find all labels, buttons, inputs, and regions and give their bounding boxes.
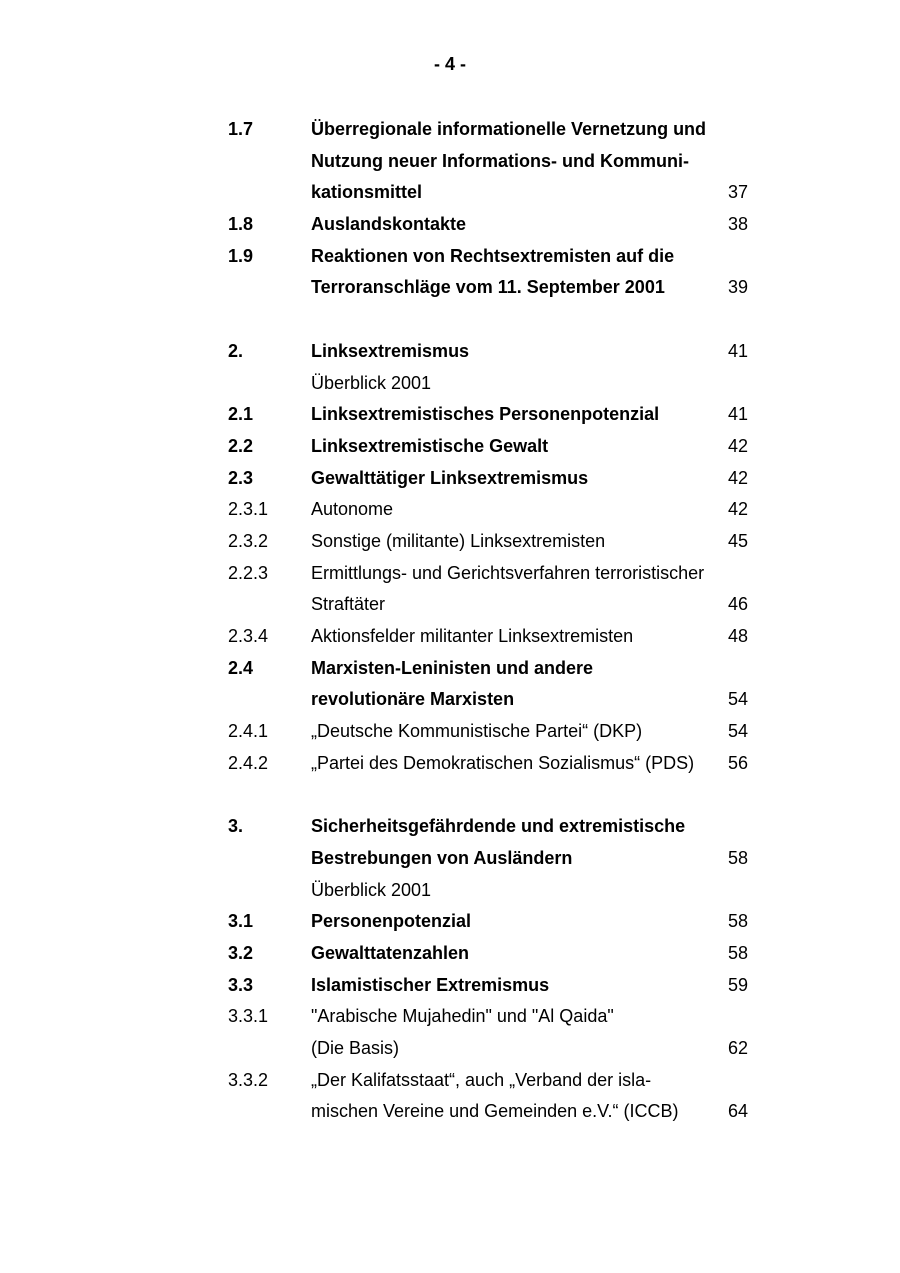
toc-entry-title: Sonstige (militante) Linksextremisten bbox=[311, 530, 606, 551]
toc-entry-number: 2. bbox=[228, 340, 244, 361]
toc-entry-title: revolutionäre Marxisten bbox=[311, 689, 515, 710]
toc-entry-title: Islamistischer Extremismus bbox=[311, 974, 550, 995]
toc-entry-line bbox=[0, 653, 900, 685]
toc-entry-number: 1.7 bbox=[228, 119, 254, 139]
toc-entry-line bbox=[0, 177, 900, 209]
toc-entry bbox=[0, 811, 900, 874]
toc-entry-page: 39 bbox=[728, 277, 749, 298]
toc-entry bbox=[0, 970, 900, 1002]
toc-entry-number: 3. bbox=[228, 816, 244, 837]
toc-entry-page: 45 bbox=[728, 530, 749, 551]
toc-entry-number: 3.3.2 bbox=[228, 1069, 269, 1090]
toc-entry-page: 58 bbox=[728, 847, 749, 868]
toc-entry-page: 37 bbox=[728, 182, 749, 203]
toc-entry-title: mischen Vereine und Gemeinden e.V.“ (ICCB) bbox=[311, 1101, 679, 1122]
toc-entry-page: 41 bbox=[728, 404, 749, 425]
toc-entry-line bbox=[0, 1065, 900, 1097]
toc-entry-number: 2.2 bbox=[228, 435, 254, 456]
toc-entry-line bbox=[0, 494, 900, 526]
toc-entry bbox=[0, 653, 900, 716]
toc-entry-title: Aktionsfelder militanter Linksextremisten bbox=[311, 626, 634, 646]
toc-entry bbox=[0, 906, 900, 938]
toc-entry-title: Ermittlungs- und Gerichtsverfahren terroristischer bbox=[311, 562, 705, 583]
table-of-contents bbox=[0, 114, 900, 1128]
toc-entry-number: 2.2.3 bbox=[228, 562, 269, 583]
toc-entry-page: 62 bbox=[728, 1037, 749, 1058]
toc-entry-title: Nutzung neuer Informations- und Kommuni- bbox=[311, 150, 689, 171]
toc-entry-title: Überblick 2001 bbox=[311, 372, 432, 393]
toc-entry bbox=[0, 114, 900, 209]
toc-entry-page: 54 bbox=[728, 689, 749, 710]
toc-entry-number: 3.3.1 bbox=[228, 1006, 269, 1027]
section-gap bbox=[0, 779, 900, 811]
page-number: - 4 - bbox=[433, 54, 466, 74]
toc-entry-title: (Die Basis) bbox=[311, 1037, 400, 1058]
toc-entry-page: 58 bbox=[728, 942, 749, 963]
toc-entry-number: 3.3 bbox=[228, 974, 254, 995]
toc-entry-line bbox=[0, 938, 900, 970]
toc-entry-line bbox=[0, 621, 900, 653]
toc-entry-line bbox=[0, 1033, 900, 1065]
toc-entry-title: Überblick 2001 bbox=[311, 879, 432, 900]
toc-entry-title: Autonome bbox=[311, 499, 394, 520]
toc-entry-line bbox=[0, 209, 900, 241]
toc-entry-line bbox=[0, 1001, 900, 1033]
toc-entry-title: Gewalttätiger Linksextremismus bbox=[311, 467, 589, 488]
toc-entry-line bbox=[0, 399, 900, 431]
toc-entry-number: 2.3 bbox=[228, 467, 254, 488]
toc-entry bbox=[0, 1065, 900, 1128]
toc-entry-line bbox=[0, 970, 900, 1002]
toc-entry-title: "Arabische Mujahedin" und "Al Qaida" bbox=[311, 1006, 614, 1027]
toc-entry-title: Linksextremismus bbox=[311, 340, 470, 361]
toc-entry-title: „Partei des Demokratischen Sozialismus“ (PDS) bbox=[311, 752, 695, 773]
toc-entry-number: 2.4 bbox=[228, 657, 254, 678]
toc-entry bbox=[0, 748, 900, 780]
toc-entry-title: Terroranschläge vom 11. September 2001 bbox=[311, 277, 665, 298]
toc-entry-number: 1.9 bbox=[228, 245, 254, 266]
toc-entry-page: 38 bbox=[728, 214, 749, 235]
toc-entry bbox=[0, 368, 900, 400]
toc-entry-page: 54 bbox=[728, 721, 749, 742]
toc-entry bbox=[0, 463, 900, 495]
toc-entry-line bbox=[0, 336, 900, 368]
toc-entry-number: 3.1 bbox=[228, 911, 254, 932]
toc-entry-title: „Der Kalifatsstaat“, auch „Verband der isla- bbox=[311, 1069, 652, 1090]
toc-entry-line bbox=[0, 526, 900, 558]
toc-entry-line bbox=[0, 241, 900, 273]
toc-entry bbox=[0, 431, 900, 463]
toc-entry-title: Marxisten-Leninisten und andere bbox=[311, 657, 594, 678]
toc-entry-line bbox=[0, 368, 900, 400]
toc-entry bbox=[0, 558, 900, 621]
toc-entry-line bbox=[0, 1096, 900, 1128]
toc-entry-title: Personenpotenzial bbox=[311, 911, 472, 932]
toc-entry-line bbox=[0, 875, 900, 907]
toc-entry-title: kationsmittel bbox=[311, 182, 423, 203]
toc-entry-number: 2.3.1 bbox=[228, 499, 269, 520]
toc-entry-line bbox=[0, 906, 900, 938]
toc-entry-page: 59 bbox=[728, 974, 749, 995]
toc-entry-line bbox=[0, 684, 900, 716]
toc-entry bbox=[0, 1001, 900, 1064]
toc-entry-line bbox=[0, 272, 900, 304]
toc-entry bbox=[0, 875, 900, 907]
toc-entry-line bbox=[0, 716, 900, 748]
toc-entry bbox=[0, 938, 900, 970]
toc-entry-title: Linksextremistische Gewalt bbox=[311, 435, 549, 456]
toc-entry-page: 41 bbox=[728, 340, 749, 361]
section-gap bbox=[0, 304, 900, 336]
toc-entry-title: Auslandskontakte bbox=[311, 214, 467, 235]
toc-entry-number: 3.2 bbox=[228, 942, 254, 963]
toc-entry-line bbox=[0, 431, 900, 463]
toc-entry-number: 2.3.4 bbox=[228, 626, 269, 646]
toc-entry bbox=[0, 336, 900, 368]
toc-entry bbox=[0, 526, 900, 558]
toc-entry-line bbox=[0, 843, 900, 875]
toc-entry-number: 2.1 bbox=[228, 404, 254, 425]
toc-entry-number: 2.4.2 bbox=[228, 752, 269, 773]
toc-entry-title: Gewalttatenzahlen bbox=[311, 942, 470, 963]
toc-entry-line bbox=[0, 463, 900, 495]
toc-entry bbox=[0, 716, 900, 748]
toc-entry-page: 48 bbox=[728, 626, 749, 646]
toc-entry-title: Überregionale informationelle Vernetzung und bbox=[311, 119, 707, 139]
toc-entry-title: Straftäter bbox=[311, 594, 386, 615]
toc-entry-line bbox=[0, 146, 900, 178]
toc-entry-page: 42 bbox=[728, 499, 749, 520]
toc-entry-title: Sicherheitsgefährdende und extremistische bbox=[311, 816, 686, 837]
toc-entry bbox=[0, 209, 900, 241]
toc-entry-page: 46 bbox=[728, 594, 749, 615]
toc-entry-title: Reaktionen von Rechtsextremisten auf die bbox=[311, 245, 675, 266]
toc-entry-page: 42 bbox=[728, 435, 749, 456]
toc-entry-page: 42 bbox=[728, 467, 749, 488]
toc-entry-number: 2.3.2 bbox=[228, 530, 269, 551]
toc-entry-number: 1.8 bbox=[228, 214, 254, 235]
toc-entry-title: „Deutsche Kommunistische Partei“ (DKP) bbox=[311, 721, 643, 742]
toc-entry-number: 2.4.1 bbox=[228, 721, 269, 742]
toc-entry-line bbox=[0, 589, 900, 621]
toc-entry-title: Bestrebungen von Ausländern bbox=[311, 847, 573, 868]
toc-entry-line bbox=[0, 114, 900, 146]
toc-entry bbox=[0, 399, 900, 431]
toc-entry-title: Linksextremistisches Personenpotenzial bbox=[311, 404, 660, 425]
toc-entry-page: 64 bbox=[728, 1101, 749, 1122]
toc-entry-page: 56 bbox=[728, 752, 749, 773]
toc-entry-line bbox=[0, 558, 900, 590]
toc-entry bbox=[0, 494, 900, 526]
toc-entry bbox=[0, 621, 900, 653]
toc-entry-line bbox=[0, 748, 900, 780]
toc-entry-page: 58 bbox=[728, 911, 749, 932]
toc-entry-line bbox=[0, 811, 900, 843]
toc-entry bbox=[0, 241, 900, 304]
